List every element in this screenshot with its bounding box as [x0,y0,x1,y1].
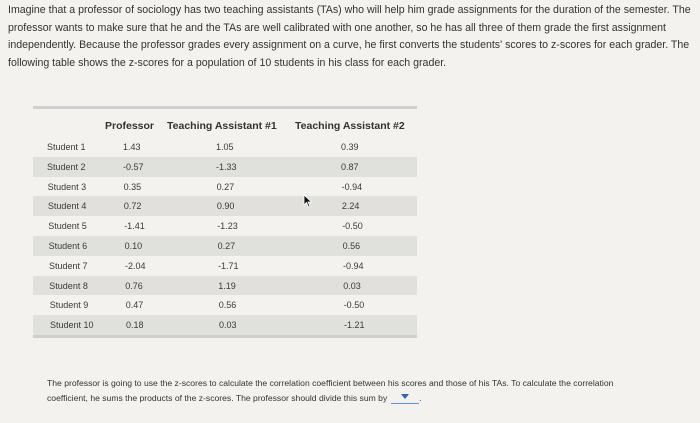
header-ta1: Teaching Assistant #1 [167,120,277,132]
student-cell: Student 9 [49,300,89,311]
ta1-cell: 1.19 [218,280,236,291]
ta1-cell: 0.90 [216,201,235,212]
ta2-cell: 0.56 [342,240,361,251]
ta1-cell: -1.23 [217,221,238,232]
professor-cell: 0.72 [123,201,142,212]
professor-cell: 0.35 [123,181,142,192]
ta2-cell: 0.03 [343,280,361,291]
student-cell: Student 6 [48,240,88,251]
professor-cell: -2.04 [125,260,146,271]
table-row [33,236,417,256]
table-row [33,196,417,216]
intro-line: professor wants to make sure that he and the TAs are well calibrated with one another, so he has all three of them grade the first assignment [8,21,666,34]
mouse-cursor-icon [303,194,313,208]
question-line-2-text: coefficient, he sums the products of the z-scores. The professor should divide this sum by [47,393,388,403]
ta2-cell: 0.87 [341,161,359,172]
intro-line: independently. Because the professor grades every assignment on a curve, he first converts the students' scores to z-scores for each grader. The [8,39,690,51]
ta2-cell: -0.94 [343,260,364,271]
dropdown-caret-icon [401,394,409,399]
ta1-cell: 0.27 [217,240,236,251]
student-cell: Student 3 [47,181,87,192]
professor-cell: 0.18 [126,320,144,331]
student-cell: Student 4 [47,201,87,212]
question-line-2-end: . [419,393,422,403]
table-bottom-rule [33,335,417,338]
professor-cell: 0.76 [125,280,143,291]
answer-dropdown[interactable] [391,392,422,404]
student-cell: Student 7 [49,260,88,271]
student-cell: Student 5 [48,221,87,232]
ta2-cell: -0.94 [341,181,363,192]
table-row [33,177,417,197]
table-row [33,157,417,177]
ta2-cell: 2.24 [341,201,360,212]
professor-cell: -1.41 [124,221,145,232]
student-cell: Student 10 [50,320,94,331]
z-score-table [33,106,417,338]
ta1-cell: -1.71 [218,260,239,271]
ta1-cell: -1.33 [216,161,237,172]
question-line-1: The professor is going to use the z-scores to calculate the correlation coefficient between his scores and those of his TAs. To calculate the correlation [47,378,614,388]
ta2-cell: -0.50 [342,221,363,232]
ta2-cell: 0.39 [341,142,359,152]
professor-cell: 1.43 [123,142,141,152]
header-professor: Professor [105,120,155,132]
ta1-cell: 0.27 [216,181,235,192]
professor-cell: 0.10 [124,240,143,251]
table-row [33,137,417,157]
intro-line: Imagine that a professor of sociology has two teaching assistants (TAs) who will help him grade assignments for the duration of the semester. The [8,4,691,16]
table-row [33,315,417,335]
table-row [33,276,417,296]
student-cell: Student 1 [47,142,86,152]
table-row [33,295,417,315]
table-row [33,256,417,276]
professor-cell: 0.47 [125,300,144,311]
student-cell: Student 8 [49,280,88,291]
header-ta2: Teaching Assistant #2 [295,120,405,132]
ta1-cell: 0.56 [218,300,237,311]
ta2-cell: -1.21 [344,320,365,331]
question-text [47,376,697,406]
question-line-2 [47,391,697,406]
ta1-cell: 0.03 [219,320,237,331]
professor-cell: -0.57 [123,161,144,172]
table-row [33,216,417,236]
ta1-cell: 1.05 [216,142,234,152]
intro-line: following table shows the z-scores for a population of 10 students in his class for each grader. [8,56,447,69]
ta2-cell: -0.50 [343,300,365,311]
intro-paragraph [8,2,698,72]
student-cell: Student 2 [47,161,86,172]
table-header-row [33,109,417,137]
